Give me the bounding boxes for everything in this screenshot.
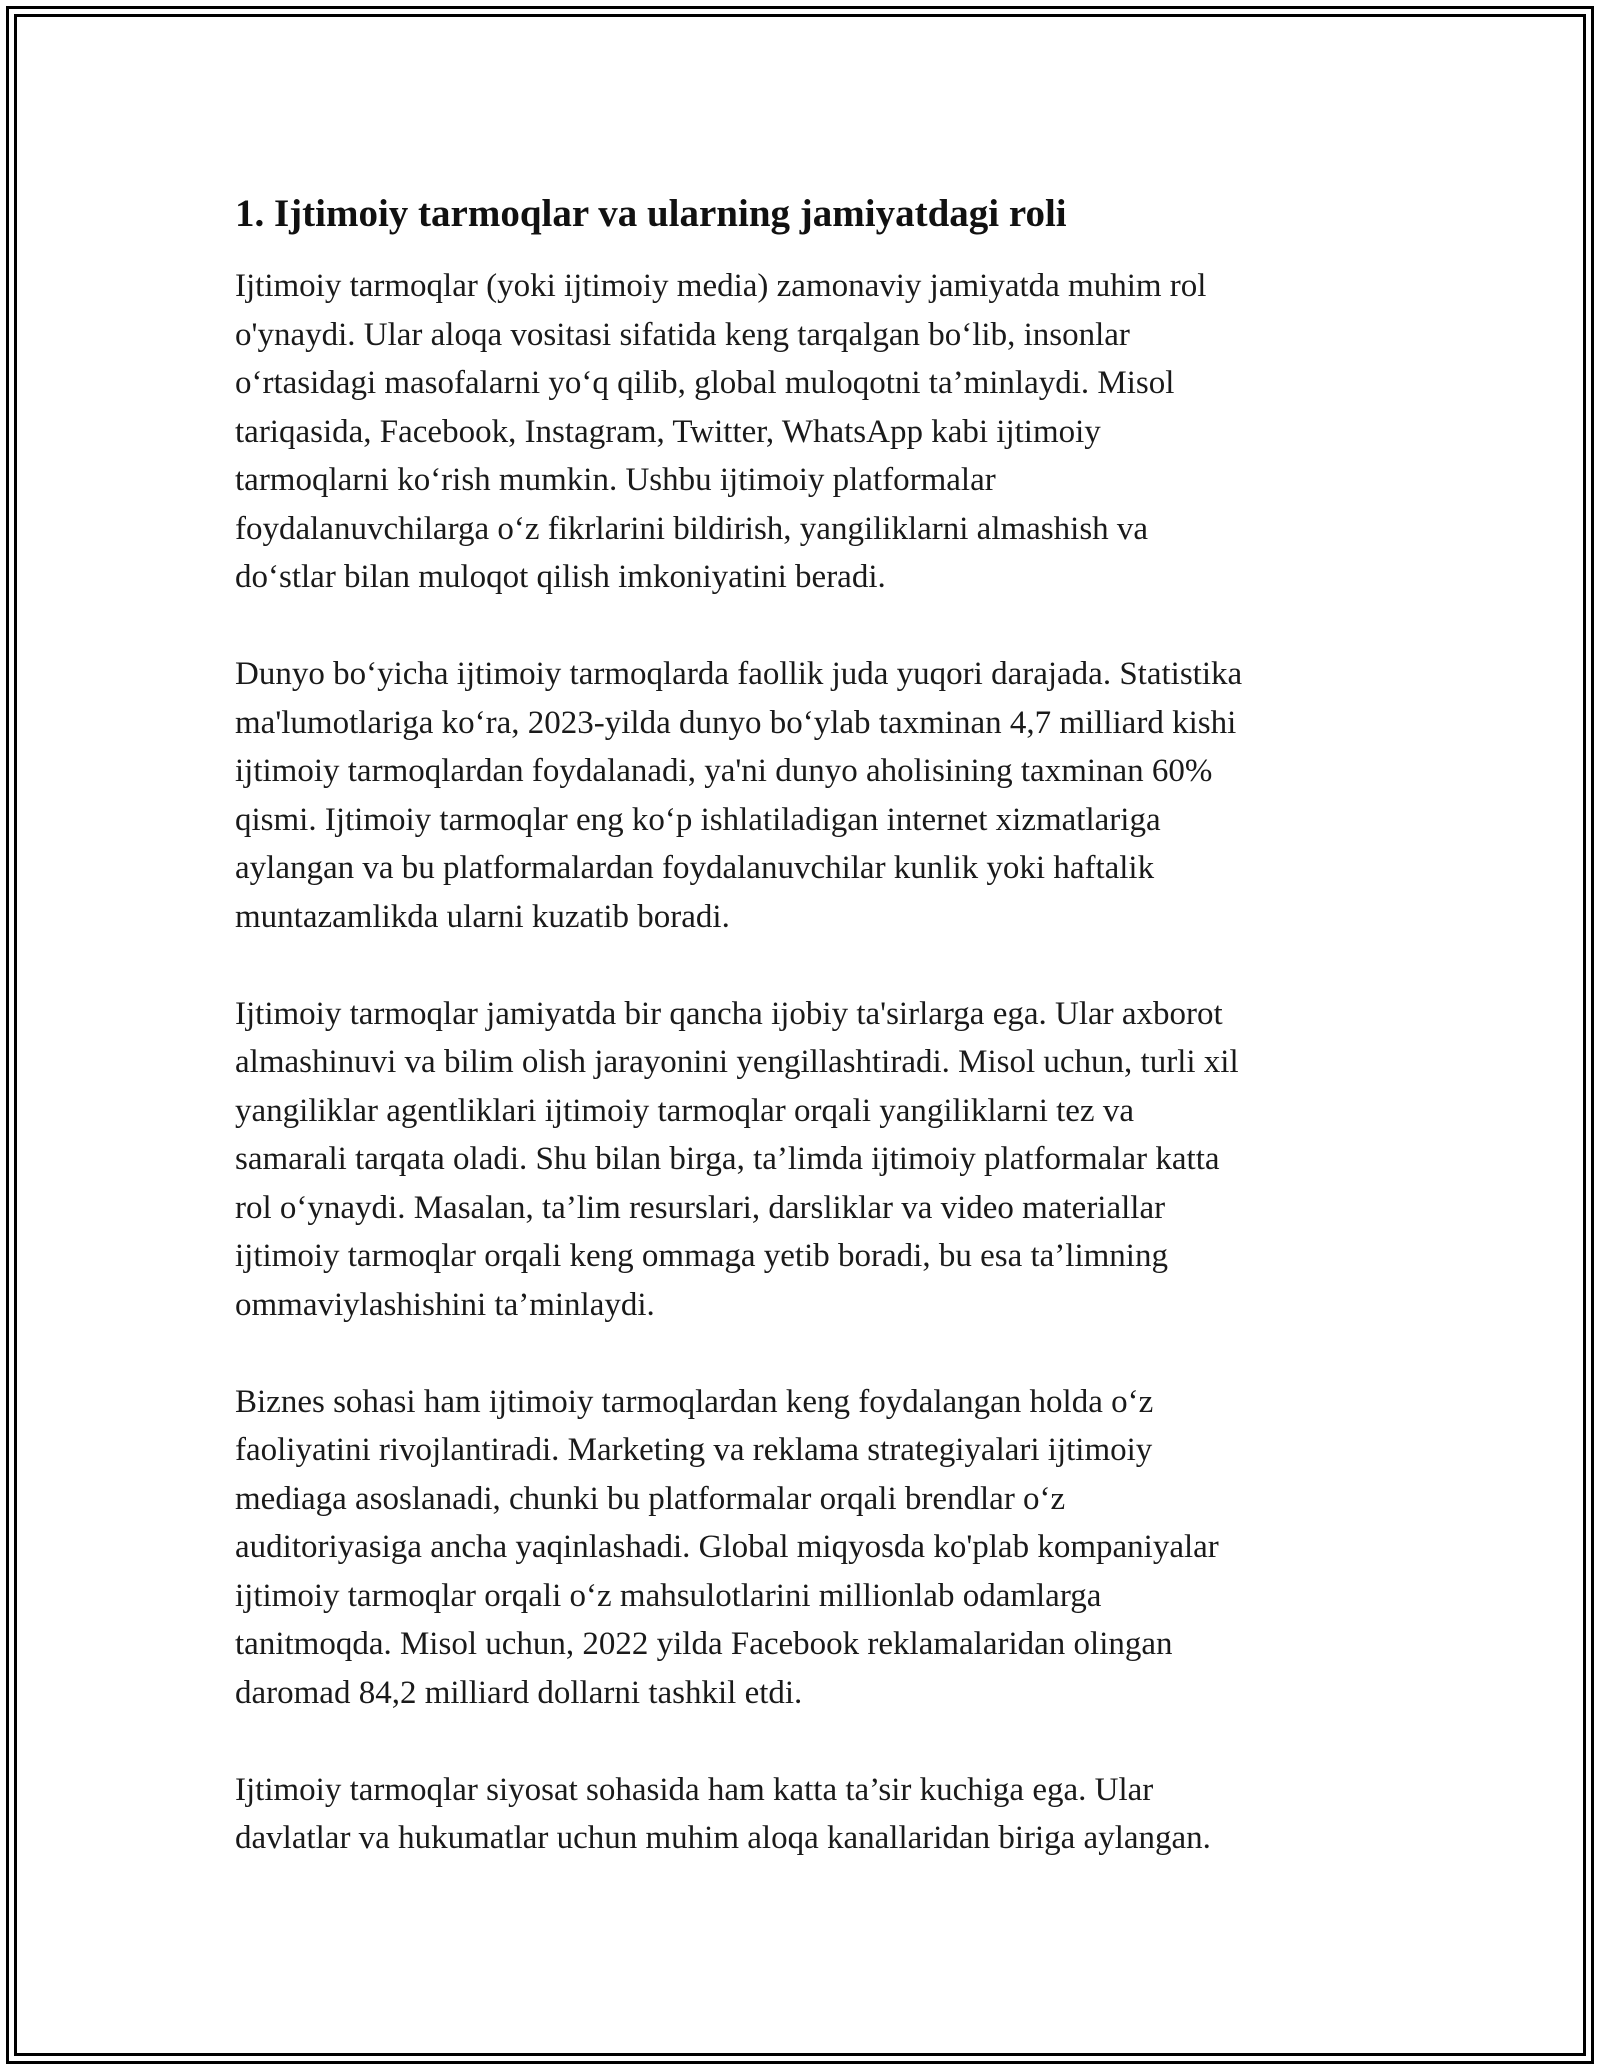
- paragraph-2: Dunyo bo‘yicha ijtimoiy tarmoqlarda faollik juda yuqori darajada. Statistika ma'lumotlariga ko‘ra, 2023-yilda dunyo bo‘ylab taxminan 4,7 milliard kishi ijtimoiy tarmoqlardan foydalanadi, ya'ni dunyo aholisining taxminan 60% qismi. Ijtimoiy tarmoqlar eng ko‘p ishlatiladigan internet xizmatlariga aylangan va bu platformalardan foydalanuvchilar kunlik yoki haftalik muntazamlikda ularni kuzatib boradi.: [235, 656, 1243, 935]
- paragraph-5: Ijtimoiy tarmoqlar siyosat sohasida ham katta ta’sir kuchiga ega. Ular davlatlar va hukumatlar uchun muhim aloqa kanallaridan biriga aylangan.: [235, 1771, 1211, 1856]
- document-body: [235, 186, 1375, 1911]
- paragraph-3: Ijtimoiy tarmoqlar jamiyatda bir qancha ijobiy ta'sirlarga ega. Ular axborot almashinuvi va bilim olish jarayonini yengillashtiradi. Misol uchun, turli xil yangiliklar agentliklari ijtimoiy tarmoqlar orqali yangiliklarni tez va samarali tarqata oladi. Shu bilan birga, ta’limda ijtimoiy platformalar katta rol o‘ynaydi. Masalan, ta’lim resurslari, darsliklar va video materiallar ijtimoiy tarmoqlar orqali keng ommaga yetib boradi, bu esa ta’limning ommaviylashishini ta’minlaydi.: [235, 995, 1239, 1323]
- section-heading: 1. Ijtimoiy tarmoqlar va ularning jamiyatdagi roli: [235, 192, 1067, 235]
- paragraph-4: Biznes sohasi ham ijtimoiy tarmoqlardan keng foydalangan holda o‘z faoliyatini rivojlantiradi. Marketing va reklama strategiyalari ijtimoiy mediaga asoslanadi, chunki bu platformalar orqali brendlar o‘z auditoriyasiga ancha yaqinlashadi. Global miqyosda ko'plab kompaniyalar ijtimoiy tarmoqlar orqali o‘z mahsulotlarini millionlab odamlarga tanitmoqda. Misol uchun, 2022 yilda Facebook reklamalaridan olingan daromad 84,2 milliard dollarni tashkil etdi.: [235, 1383, 1219, 1711]
- paragraph-1: Ijtimoiy tarmoqlar (yoki ijtimoiy media) zamonaviy jamiyatda muhim rol o'ynaydi. Ular aloqa vositasi sifatida keng tarqalgan bo‘lib, insonlar o‘rtasidagi masofalarni yo‘q qilib, global muloqotni ta’minlaydi. Misol tariqasida, Facebook, Instagram, Twitter, WhatsApp kabi ijtimoiy tarmoqlarni ko‘rish mumkin. Ushbu ijtimoiy platformalar foydalanuvchilarga o‘z fikrlarini bildirish, yangiliklarni almashish va do‘stlar bilan muloqot qilish imkoniyatini beradi.: [235, 268, 1207, 595]
